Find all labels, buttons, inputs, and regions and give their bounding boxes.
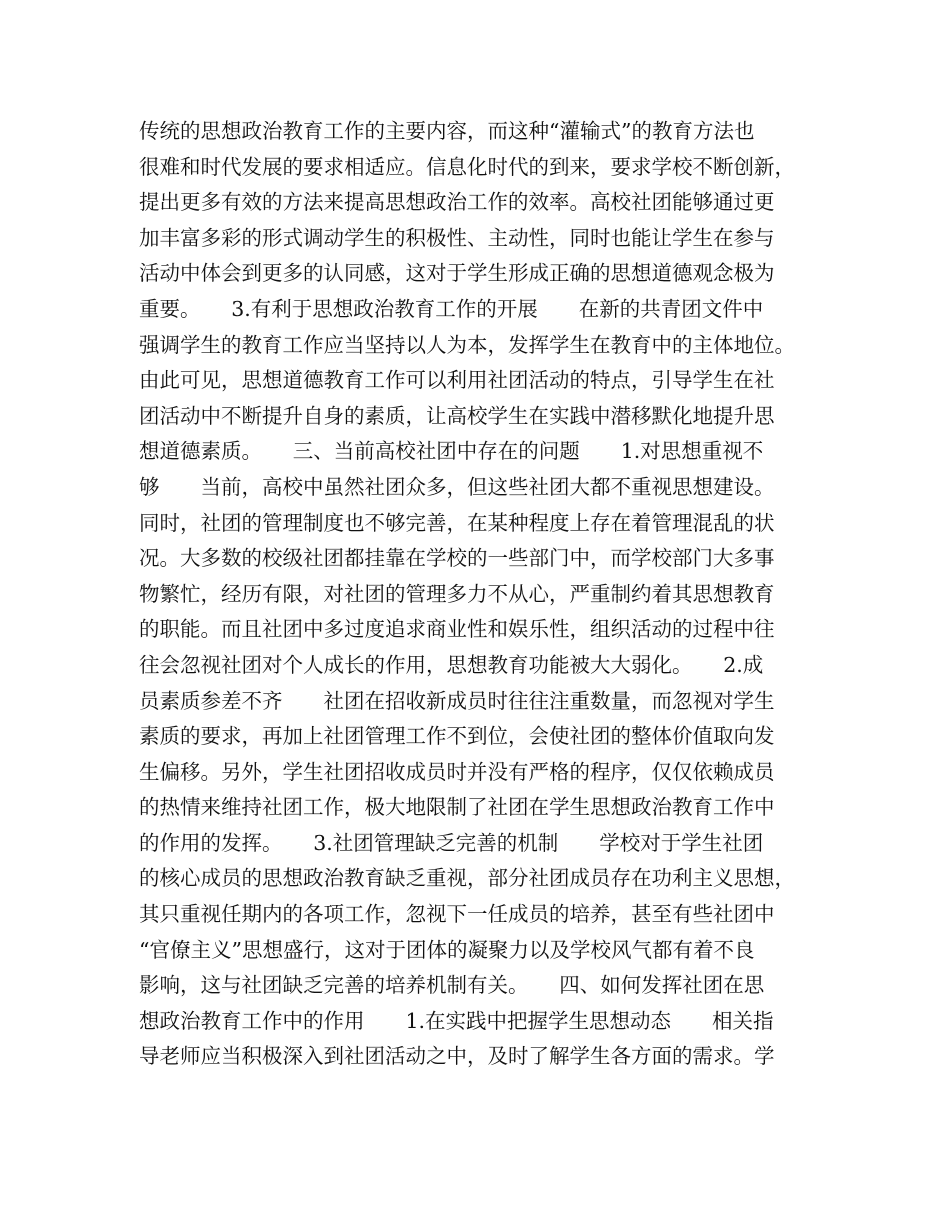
text-line: 素质的要求，再加上社团管理工作不到位，会使社团的整体价值取向发 (139, 724, 775, 749)
text-line: 导老师应当积极深入到社团活动之中，及时了解学生各方面的需求。学 (139, 1044, 775, 1069)
text-line: 的热情来维持社团工作，极大地限制了社团在学生思想政治教育工作中 (139, 795, 775, 820)
text-line: 想道德素质。 三、当前高校社团中存在的问题 1.对思想重视不 (139, 439, 764, 464)
text-line: 其只重视任期内的各项工作，忽视下一任成员的培养，甚至有些社团中 (139, 902, 775, 927)
text-line: 的作用的发挥。 3.社团管理缺乏完善的机制 学校对于学生社团 (139, 830, 764, 855)
text-line: 够 当前，高校中虽然社团众多，但这些社团大都不重视思想建设。 (139, 474, 775, 499)
text-line: 往会忽视社团对个人成长的作用，思想教育功能被大大弱化。 2.成 (139, 652, 764, 677)
text-line: 重要。 3.有利于思想政治教育工作的开展 在新的共青团文件中 (139, 296, 764, 321)
text-line: 很难和时代发展的要求相适应。信息化时代的到来，要求学校不断创新， (139, 154, 795, 179)
text-line: 团活动中不断提升自身的素质，让高校学生在实践中潜移默化地提升思 (139, 403, 775, 428)
text-line: 想政治教育工作中的作用 1.在实践中把握学生思想动态 相关指 (139, 1008, 774, 1033)
text-line: 员素质参差不齐 社团在招收新成员时往往注重数量，而忽视对学生 (139, 688, 775, 713)
text-line: 提出更多有效的方法来提高思想政治工作的效率。高校社团能够通过更 (139, 190, 775, 215)
text-line: 的职能。而且社团中多过度追求商业性和娱乐性，组织活动的过程中往 (139, 617, 775, 642)
text-line: 强调学生的教育工作应当坚持以人为本，发挥学生在教育中的主体地位。 (139, 332, 795, 357)
text-line: 生偏移。另外，学生社团招收成员时并没有严格的程序，仅仅依赖成员 (139, 759, 775, 784)
text-line: 物繁忙，经历有限，对社团的管理多力不从心，严重制约着其思想教育 (139, 581, 775, 606)
text-line: “官僚主义”思想盛行，这对于团体的凝聚力以及学校风气都有着不良 (139, 937, 755, 962)
text-line: 的核心成员的思想政治教育缺乏重视，部分社团成员存在功利主义思想， (139, 866, 795, 891)
text-line: 同时，社团的管理制度也不够完善，在某种程度上存在着管理混乱的状 (139, 510, 775, 535)
text-line: 活动中体会到更多的认同感，这对于学生形成正确的思想道德观念极为 (139, 261, 775, 286)
text-line: 由此可见，思想道德教育工作可以利用社团活动的特点，引导学生在社 (139, 368, 775, 393)
text-line: 影响，这与社团缺乏完善的培养机制有关。 四、如何发挥社团在思 (139, 973, 765, 998)
text-line: 传统的思想政治教育工作的主要内容，而这种“灌输式”的教育方法也 (139, 119, 755, 143)
body-text (139, 114, 819, 1075)
text-line: 加丰富多彩的形式调动学生的积极性、主动性，同时也能让学生在参与 (139, 225, 775, 250)
text-line: 况。大多数的校级社团都挂靠在学校的一些部门中，而学校部门大多事 (139, 546, 775, 571)
